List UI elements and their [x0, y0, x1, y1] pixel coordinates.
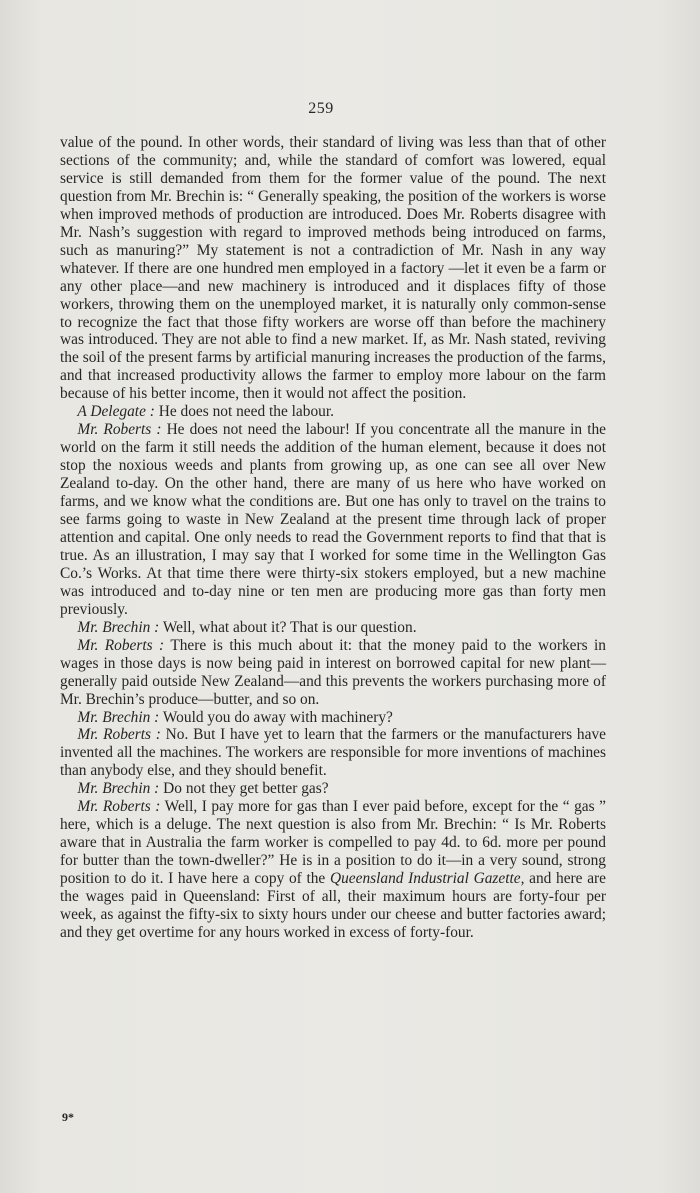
speaker-label: A Delegate : — [77, 403, 155, 421]
speaker-label: Mr. Brechin : — [77, 618, 160, 636]
speaker-label: Mr. Roberts : — [77, 726, 161, 744]
paragraph-text: No. But I have yet to learn that the farmers or the manufacturers have invented all the machines. The workers are responsible for more inventions of machines than anybody else, and they should benefit. — [60, 726, 606, 780]
body-text — [60, 134, 606, 942]
speaker-label: Mr. Brechin : — [77, 780, 160, 798]
paragraph — [60, 798, 606, 942]
paragraph-text: Well, I pay more for gas than I ever paid before, except for the “ gas ” here, which is a deluge. The next question is also from Mr. Brechin: “ Is Mr. Roberts aware that in Australia the farm worker is compelled to pay 4d. to 6d. more per pound for butter than the town-dweller?” He is in a position to do it—in a very sound, strong position to do it. I have here a copy of the — [60, 798, 606, 888]
paragraph-text: Would you do away with machinery? — [159, 708, 393, 726]
paragraph-text: There is this much about it: that the money paid to the workers in wages in those days is now being paid in interest on borrowed capital for new plant—generally paid outside New Zealand—and this prevents the workers purchasing more of Mr. Brechin’s produce—butter, and so on. — [60, 636, 606, 708]
paragraph — [60, 637, 606, 709]
publication-title: Queensland Industrial Gazette, — [329, 870, 525, 888]
paragraph — [60, 726, 606, 780]
paragraph-text: Well, what about it? That is our question. — [159, 618, 417, 636]
signature-mark: 9* — [62, 1110, 74, 1124]
paragraph-text: value of the pound. In other words, their standard of living was less than that of other sections of the community; and, while the standard of comfort was lowered, equal service is still demanded from them for the former value of the pound. The next question from Mr. Brechin is: “ Generally speaking, the position of the workers is worse when improved methods of production are introduced. Does Mr. Roberts disagree with Mr. Nash’s suggestion with regard to improved methods being introduced on farms, such as manuring?” My statement is not a contradiction of Mr. Nash in any way whatever. If there are one hundred men employed in a factory —let it even be a farm or any other place—and new machinery is introduced and it displaces fifty of those workers, throwing them on the unemployed market, it is naturally only common-sense to recognize the fact that those fifty workers are worse off than before the machinery was introduced. They are not able to find a new market. If, as Mr. Nash stated, reviving the soil of the present farms by artificial manuring increases the production of the farms, and that increased productivity allows the farmer to employ more labour on the farm because of his better income, then it would not affect the position. — [60, 134, 606, 403]
speaker-label: Mr. Roberts : — [77, 798, 161, 816]
speaker-label: Mr. Roberts : — [77, 636, 165, 654]
speaker-label: Mr. Brechin : — [77, 708, 160, 726]
paragraph — [60, 780, 606, 798]
paragraph — [60, 619, 606, 637]
speaker-label: Mr. Roberts : — [77, 421, 162, 439]
paragraph-text: Do not they get better gas? — [159, 780, 329, 798]
paragraph — [60, 403, 606, 421]
page-number: 259 — [308, 100, 334, 117]
paragraph-text: and here are the wages paid in Queensland: First of all, their maximum hours are forty-four per week, as against the fifty-six to sixty hours under our cheese and butter factories award; and they get overtime for any hours worked in excess of forty-four. — [60, 870, 606, 941]
paragraph — [60, 709, 606, 727]
paragraph — [60, 421, 606, 618]
paragraph — [60, 134, 606, 403]
paragraph-text: He does not need the labour! If you concentrate all the manure in the world on the farm it still needs the addition of the human element, because it does not stop the noxious weeds and plants from growing up, as one can see all over New Zealand to-day. On the other hand, there are many of us here who have worked on farms, and we know what the conditions are. But one has only to travel on the trains to see farms going to waste in New Zealand at the present time through lack of proper attention and capital. One only needs to read the Government reports to find that that is true. As an illustration, I may say that I worked for some time in the Wellington Gas Co.’s Works. At that time there were thirty-six stokers employed, but a new machine was introduced and to-day nine or ten men are producing more gas than forty men previously. — [60, 421, 606, 618]
paragraph-text: He does not need the labour. — [154, 403, 334, 421]
